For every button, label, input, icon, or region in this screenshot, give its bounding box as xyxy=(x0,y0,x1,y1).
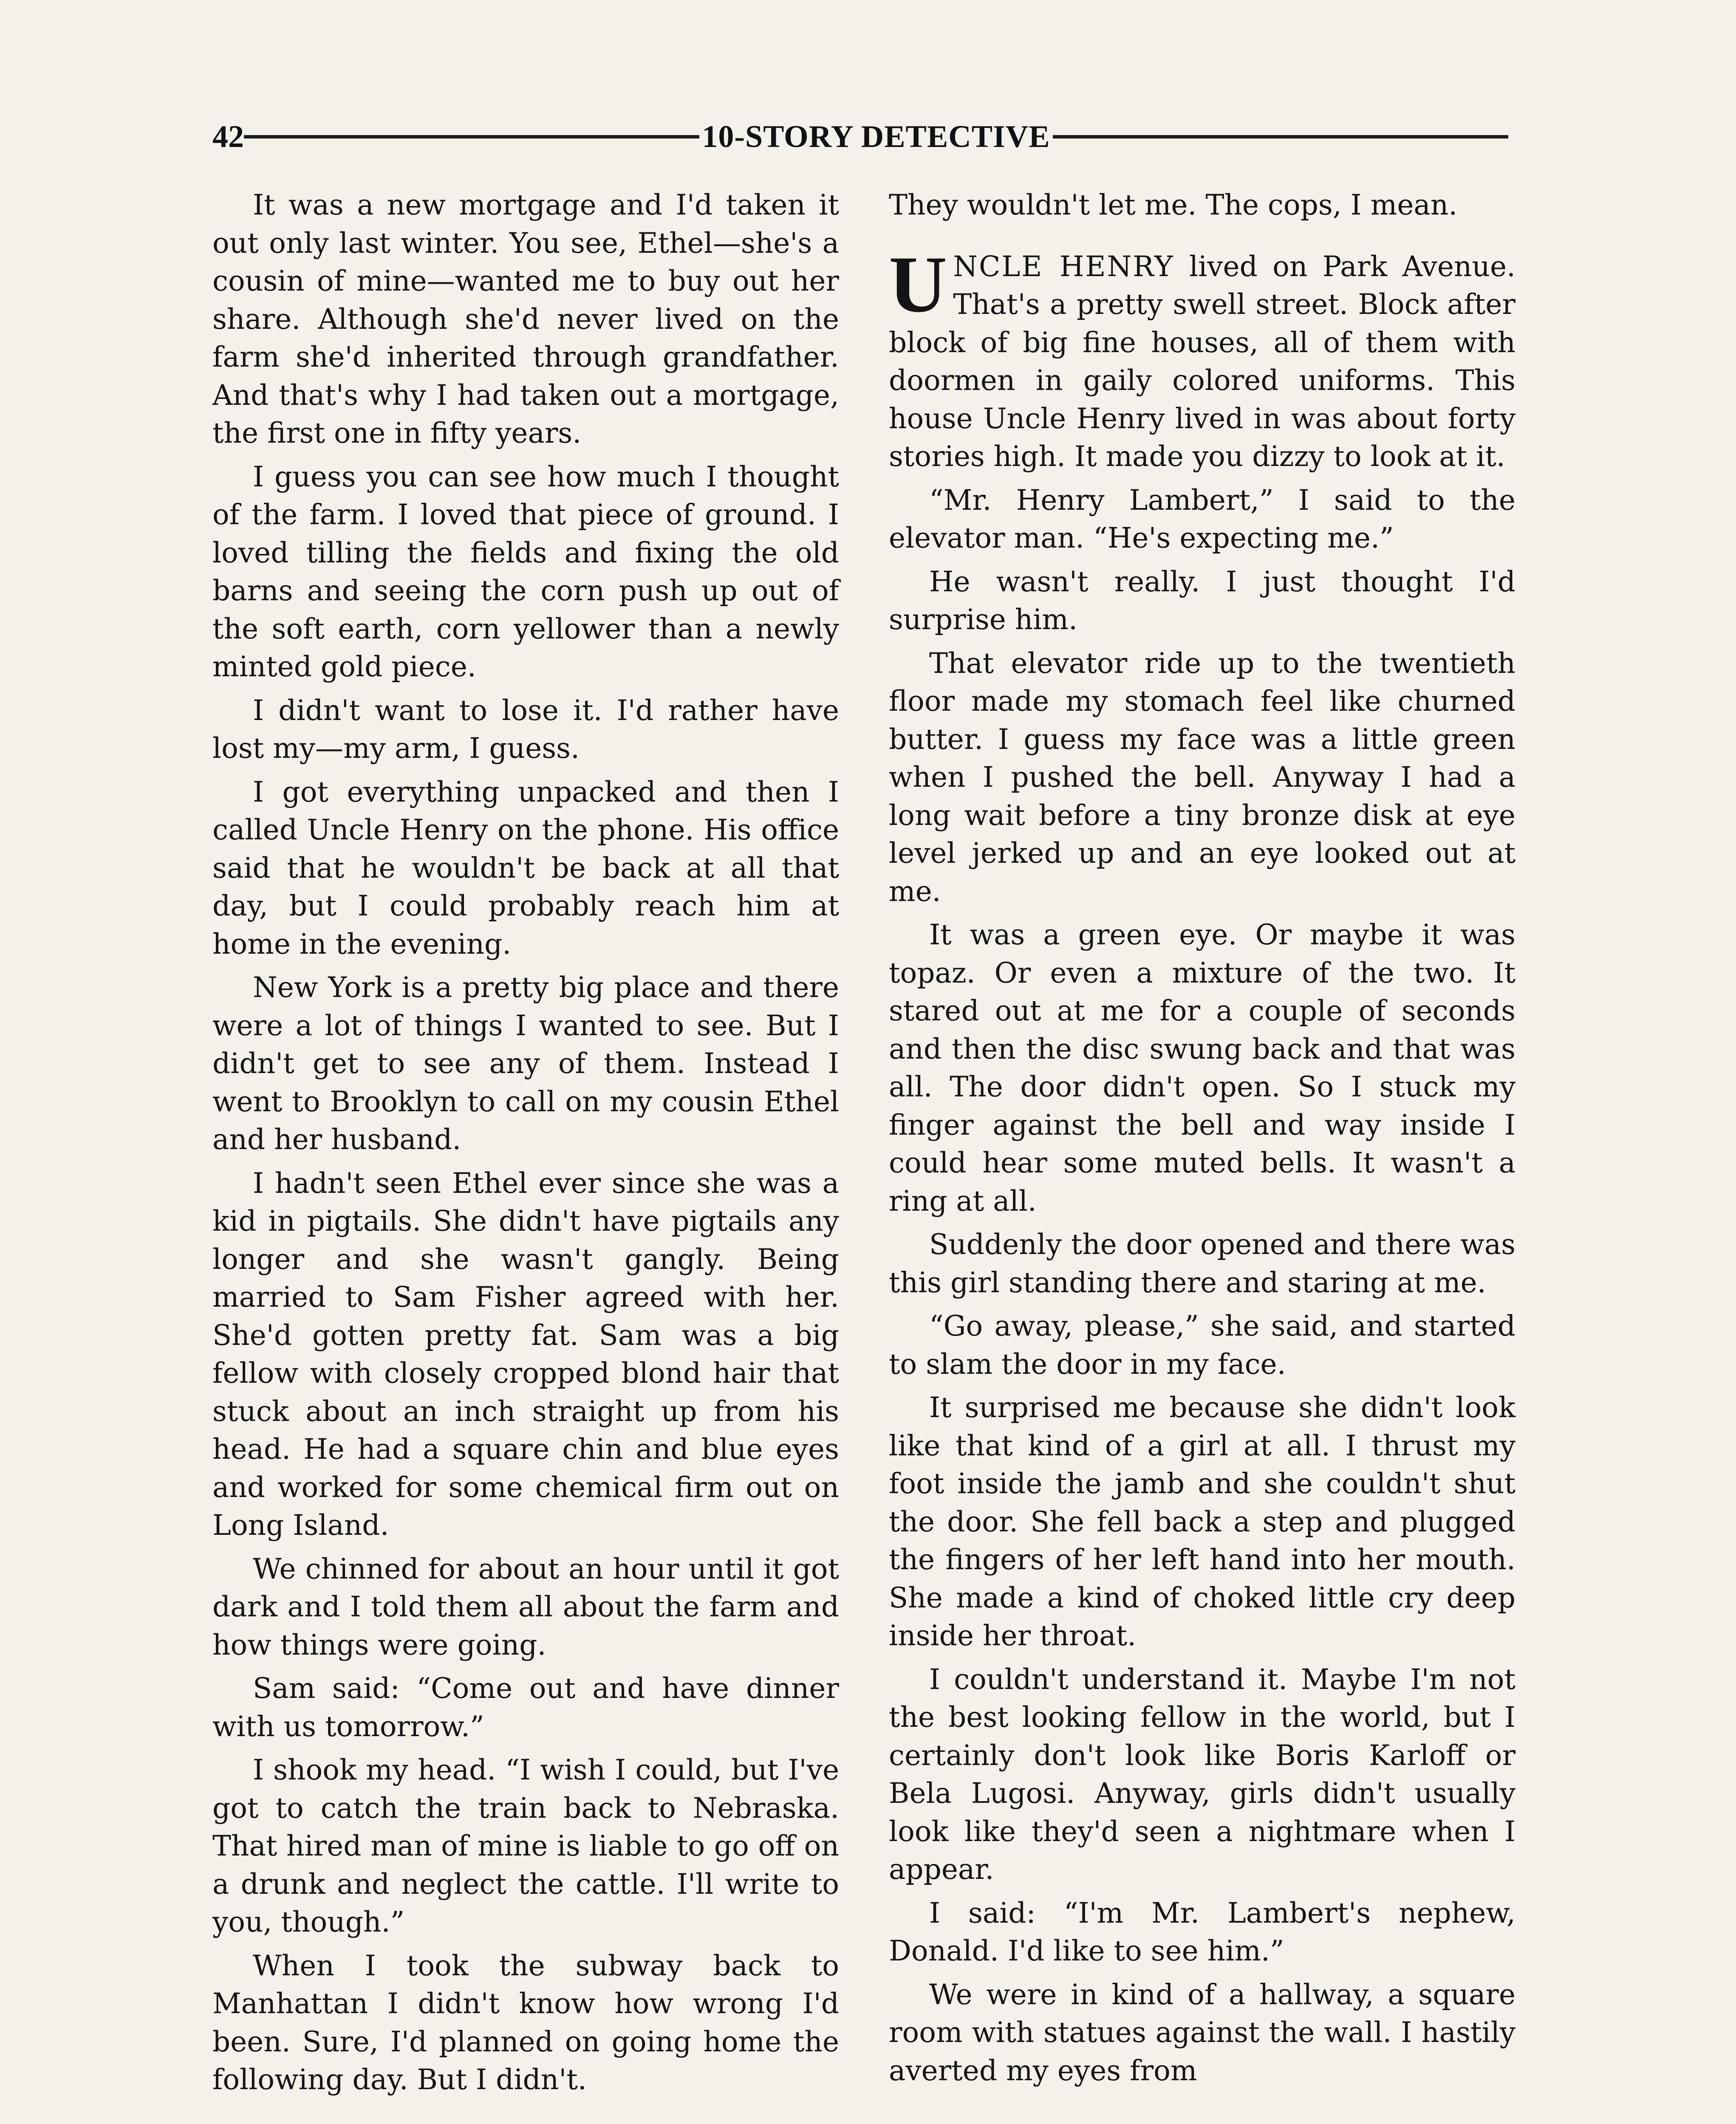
magazine-title: 10-STORY DETECTIVE xyxy=(702,119,1050,154)
opening-text: lived on Park Avenue. That's a pretty swell street. Block after block of big fine houses, all of them with doormen in gaily colored uniforms. This house Uncle Henry lived in was about forty stories high. It made you dizzy to look at it. xyxy=(889,250,1515,473)
paragraph: I shook my head. “I wish I could, but I've got to catch the train back to Nebraska. That hired man of mine is liable to go off on a drunk and neglect the cattle. I'll write to you, though.” xyxy=(212,1754,839,1938)
running-header xyxy=(212,111,1508,162)
paragraph: That elevator ride up to the twentieth floor made my stomach feel like churned butter. I guess my face was a little green when I pushed the bell. Anyway I had a long wait before a tiny bronze disk at eye level jerked up and an eye looked out at me. xyxy=(889,647,1515,908)
paragraph: I got everything unpacked and then I called Uncle Henry on the phone. His office said that he wouldn't be back at all that day, but I could probably reach him at home in the evening. xyxy=(212,775,839,960)
paragraph: I couldn't understand it. Maybe I'm not the best looking fellow in the world, but I certainly don't look like Boris Karloff or Bela Lugosi. Anyway, girls didn't usually look like they'd seen a nightmare when I appear. xyxy=(889,1663,1515,1886)
header-rule-right xyxy=(1053,135,1508,138)
paragraph: It surprised me because she didn't look like that kind of a girl at all. I thrust my foot inside the jamb and she couldn't shut the door. She fell back a step and plugged the fingers of her left hand into her mouth. She made a kind of choked little cry deep inside her throat. xyxy=(889,1391,1515,1652)
paragraph: I guess you can see how much I thought of the farm. I loved that piece of ground. I loved tilling the fields and fixing the old barns and seeing the corn push up out of the soft earth, corn yellower than a newly minted gold piece. xyxy=(212,460,839,683)
paragraph: “Mr. Henry Lambert,” I said to the elevator man. “He's expecting me.” xyxy=(889,483,1515,554)
page-number: 42 xyxy=(212,119,244,154)
paragraph: I hadn't seen Ethel ever since she was a kid in pigtails. She didn't have pigtails any longer and she wasn't gangly. Being married to Sam Fisher agreed with her. She'd gotten pretty fat. Sam was a big fellow with closely cropped blond hair that stuck about an inch straight up from his head. He had a square chin and blue eyes and worked for some chemical firm out on Long Island. xyxy=(212,1167,839,1542)
paragraph: Suddenly the door opened and there was this girl standing there and staring at me. xyxy=(889,1228,1515,1299)
paragraph: “Go away, please,” she said, and started to slam the door in my face. xyxy=(889,1310,1515,1381)
paragraph: New York is a pretty big place and there were a lot of things I wanted to see. But I didn't get to see any of them. Instead I went to Brooklyn to call on my cousin Ethel and her husband. xyxy=(212,971,839,1156)
drop-cap: U xyxy=(889,240,947,329)
drop-cap-lead-in: NCLE HENRY xyxy=(953,250,1174,283)
paragraph: He wasn't really. I just thought I'd surprise him. xyxy=(889,565,1515,636)
section-opening-paragraph xyxy=(889,240,1515,476)
continuation-paragraph: They wouldn't let me. The cops, I mean. xyxy=(889,189,1458,221)
paragraph: I didn't want to lose it. I'd rather have lost my—my arm, I guess. xyxy=(212,694,839,765)
header-rule-left xyxy=(244,135,699,138)
paragraph: It was a new mortgage and I'd taken it out only last winter. You see, Ethel—she's a cousin of mine—wanted me to buy out her share. Although she'd never lived on the farm she'd inherited through grandfather. And that's why I had taken out a mortgage, the first one in fifty years. xyxy=(212,189,839,449)
left-column xyxy=(212,186,839,2104)
paragraph: It was a green eye. Or maybe it was topaz. Or even a mixture of the two. It stared out at me for a couple of seconds and then the disc swung back and that was all. The door didn't open. So I stuck my finger against the bell and way inside I could hear some muted bells. It wasn't a ring at all. xyxy=(889,918,1515,1217)
paragraph: When I took the subway back to Manhattan I didn't know how wrong I'd been. Sure, I'd planned on going home the following day. But I didn't. xyxy=(212,1949,839,2096)
paragraph: Sam said: “Come out and have dinner with us tomorrow.” xyxy=(212,1672,839,1743)
paragraph: I said: “I'm Mr. Lambert's nephew, Donald. I'd like to see him.” xyxy=(889,1896,1515,1967)
right-column xyxy=(889,186,1515,2095)
paragraph: We chinned for about an hour until it got dark and I told them all about the farm and how things were going. xyxy=(212,1552,839,1661)
paragraph: We were in kind of a hallway, a square room with statues against the wall. I hastily averted my eyes from xyxy=(889,1978,1515,2087)
